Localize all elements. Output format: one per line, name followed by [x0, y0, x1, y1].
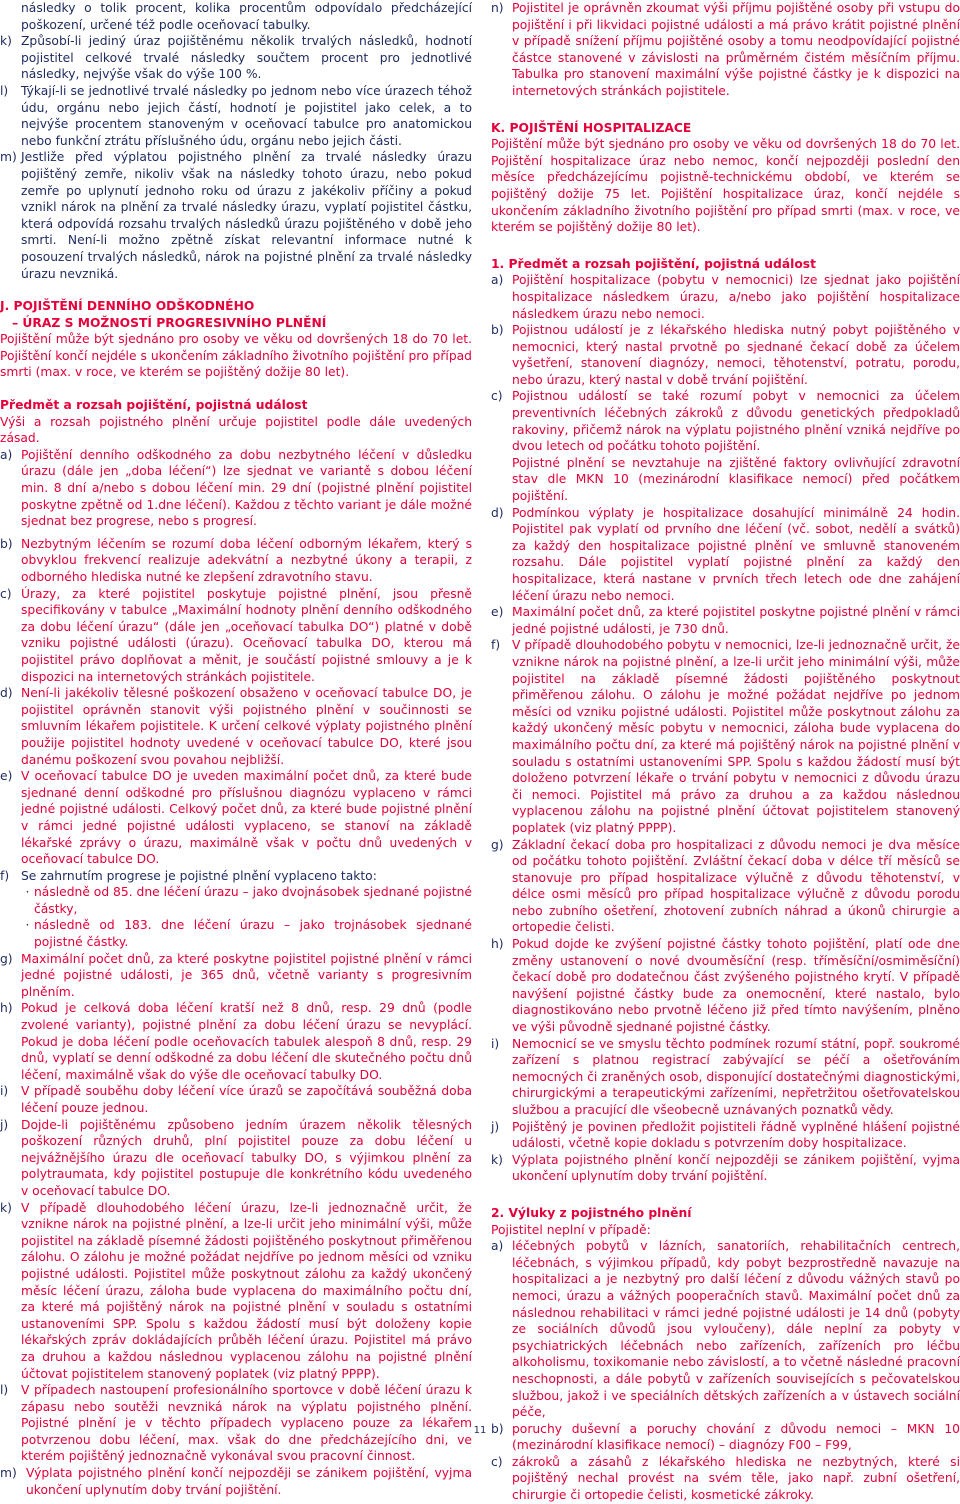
clause-c-note: Pojistné plnění se nevztahuje na zjištěné faktory ovlivňující zdravotní stav dle MKN 10 (mezinárodní klasifikace nemocí) před počátkem pojištění.: [512, 455, 960, 504]
clause-text: poruchy duševní a poruchy chování z důvodu nemoci – MKN 10 (mezinárodní klasifikace nemocí) – diagnózy F00 – F99,: [512, 1421, 960, 1453]
clause-text: Se zahrnutím progrese je pojistné plnění vyplaceno takto:: [21, 868, 377, 883]
bullet-text: následně od 85. dne léčení úrazu – jako dvojnásobek sjednané pojistné částky,: [34, 885, 472, 916]
clause-marker: h): [491, 937, 504, 952]
clause-text: Není-li jakékoliv tělesné poškození obsaženo v oceňovací tabulce DO, je pojistitel oprávněn stanovit výši pojistného plnění v součinnosti se smluvním lékařem pojistitele. K určení celkové výplaty pojistného plnění použije pojistitel hodnoty uvedené v oceňovací tabulce DO, které jsou danému poškození svou povahou nejbližší.: [21, 686, 472, 767]
clause-d: [0, 685, 472, 768]
clause-marker: k): [0, 34, 12, 49]
clause-marker: j): [0, 1117, 9, 1132]
subsection-heading: Předmět a rozsah pojištění, pojistná událost: [0, 398, 308, 413]
clause-f: [491, 637, 960, 836]
clause-text: Dojde-li pojištěnému způsobeno jedním úrazem několik tělesných poškození různých druhů, plní pojistitel pouze za dobu léčení u nejvážnějšího úrazu dle oceňovací tabulky DO, s výjimkou plnění za polytraumata, kdy pojistitel postupuje dle konkrétního kódu uvedeného v oceňovací tabulce DO.: [21, 1117, 472, 1198]
bullet-glyph: ·: [25, 918, 30, 933]
exclusions-intro: Pojistitel neplní v případě:: [491, 1222, 651, 1237]
clause-text: Výplata pojistného plnění končí nejpozději se zánikem pojištění, vyjma ukončení uplynutím doby trvání pojištění.: [512, 1152, 960, 1184]
clause-marker: g): [0, 951, 13, 966]
clause-text: Nezbytným léčením se rozumí doba léčení odborným lékařem, který s obvyklou frekvencí realizuje adekvátní a nezbytné úkony a terapii, z odborného hlediska nutné ke zlepšení zdravotního stavu.: [21, 536, 472, 584]
clause-j: [0, 1117, 472, 1200]
clause-l: [0, 83, 472, 149]
clause-marker: e): [491, 605, 504, 620]
clause-marker: e): [0, 769, 13, 784]
clause-text: Pojištění hospitalizace (pobytu v nemocnici) lze sjednat jako pojištění hospitalizace následkem úrazu, a/nebo jako pojištění hospitalizace následkem úrazu nebo nemoci.: [512, 273, 960, 321]
clause-text: Maximální počet dnů, za které pojistitel poskytne pojistné plnění v rámci jedné pojistné události, je 730 dnů.: [512, 605, 960, 636]
clause-marker: a): [0, 447, 13, 462]
clause-i: [491, 1036, 960, 1119]
section-j-subtitle: – ÚRAZ S MOŽNOSTÍ PROGRESIVNÍHO PLNĚNÍ: [12, 315, 327, 330]
clause-marker: l): [0, 1383, 9, 1398]
exclusion-a: [491, 1238, 960, 1421]
intro-continuation: následky o tolik procent, kolika procentům odpovídalo předcházející poškození, určené též podle oceňovací tabulky.: [21, 1, 472, 32]
clause-f: [0, 868, 472, 885]
clause-text: Pojistnou událostí se také rozumí pobyt v nemocnici za účelem preventivních léčebných zákroků z důvodu genetických předpokladů rakoviny, přičemž nárok na výplatu pojistného plnění vzniká nejdříve po dvou letech od počátku tohoto pojištění.: [512, 389, 960, 454]
clause-marker: c): [491, 389, 503, 404]
clause-marker: i): [0, 1084, 9, 1099]
subsection-heading-2: 2. Výluky z pojistného plnění: [491, 1205, 692, 1220]
clause-text: V případě souběhu doby léčení více úrazů se započítává souběžná doba léčení pouze jednou.: [21, 1084, 472, 1115]
clause-text: Způsobí-li jediný úraz pojištěnému několik trvalých následků, hodnotí pojistitel celkové trvalé následky součtem procent pro jednotlivé následky, nejvýše však do výše 100 %.: [21, 34, 472, 82]
clause-text: Podmínkou výplaty je hospitalizace dosahující minimálně 24 hodin. Pojistitel pak vyplatí od prvního dne léčení (vč. sobot, nedělí a svátků) za každý den hospitalizace pojistné plnění ve smluvně stanoveném rozsahu. Dále pojistitel vyplatí pojistné plnění za každý den hospitalizace, která nastane v prvních třech letech ode dne zahájení léčení úrazu nebo nemoci.: [512, 505, 960, 603]
progression-bullet: [0, 884, 472, 917]
clause-text: V případech nastoupení profesionálního sportovce v době léčení úrazu k zápasu nebo soutěži nevzniká nárok na výplatu pojistného plnění. Pojistné plnění je v těchto případech vyplaceno pouze za lékařem potvrzenou dobu léčení, max. však do dne předcházejícího dni, ve kterém pojištěný jednoznačně vykonával svou pracovní činnost.: [21, 1383, 472, 1464]
clause-marker: c): [491, 1454, 503, 1469]
page-number: 11: [473, 1425, 487, 1436]
clause-marker: k): [491, 1152, 503, 1167]
left-column: [0, 0, 472, 1498]
clause-marker: i): [491, 1036, 500, 1051]
clause-marker: m): [0, 150, 17, 165]
clause-marker: k): [0, 1200, 12, 1215]
clause-marker: c): [0, 586, 12, 601]
clause-text: léčebných pobytů v lázních, sanatoriích, rehabilitačních centrech, léčebnách, s výjimkou případů, kdy pobyt bezprostředně navazuje na hospitalizaci a je nezbytný pro další léčení z důvodu vážných stavů po nemoci, úrazu a vážných pooperačních stavů. Maximální počet dnů za následnou rehabilitaci v rámci jedné pojistné události je 14 dnů (pobyty ze sociálních důvodů jsou vyloučeny), dále neplní za pobyty v psychiatrických léčebnách nebo zařízeních, zařízeních pro léčbu alkoholismu, toxikomanie nebo závislostí, a to včetně následné pracovní neschopnosti, a dále pobytů v zařízeních souvisejících s pečovatelskou službou, jakož i ve speciálních dětských zařízeních a v ústavech sociální péče,: [512, 1239, 960, 1420]
exclusion-c: [491, 1454, 960, 1504]
section-k-intro: Pojištění může být sjednáno pro osoby ve věku od dovršených 18 do 70 let. Pojištění hospitalizace úraz nebo nemoc, končí nejpozději poslední den měsíce předcházejícímu pojistně-technickému období, ve kterém se pojištěný dožije 75 let. Pojištění hospitalizace úraz, končí nejdéle s ukončením základního životního pojištění pro případ smrti (max. v roce, ve kterém se pojištěný dožije 80 let).: [491, 137, 960, 235]
bullet-glyph: ·: [25, 885, 30, 900]
clause-marker: b): [491, 323, 504, 338]
clause-e: [491, 604, 960, 637]
clause-marker: f): [491, 638, 501, 653]
clause-n: [491, 0, 960, 100]
clause-text: Jestliže před výplatou pojistného plnění za trvalé následky úrazu pojištěný zemře, nikoliv však na následky tohoto úrazu, nebo pokud zemře po uplynutí jednoho roku od úrazu z jakékoliv příčiny a pokud vznikl nárok na plnění za trvalé následky úrazu, vyplatí pojistitel částku, která odpovídá rozsahu trvalých následků úrazu pojištěného v době jeho smrti. Není-li možno zpětně získat relevantní informace nutné k posouzení trvalých následků, nárok na pojistné plnění za trvalé následky úrazu nevzniká.: [21, 150, 472, 281]
clause-marker: n): [491, 1, 504, 15]
clause-marker: m): [0, 1466, 17, 1481]
clause-m: [0, 149, 472, 282]
clause-text: Úrazy, za které pojistitel poskytuje pojistné plnění, jsou přesně specifikovány v tabulce „Maximální hodnoty plnění denního odškodného za dobu léčení úrazu“ (dále jen „oceňovací tabulka DO“) platné v době vzniku pojistné události (úrazu). Oceňovací tabulka DO, kterou má pojistitel právo doplňovat a měnit, je součástí pojistné smlouvy a je k dispozici na internetových stránkách pojistitele.: [21, 586, 472, 684]
clause-k: [491, 1152, 960, 1185]
clause-marker: f): [0, 868, 10, 883]
progression-bullet: [0, 917, 472, 950]
clause-text: V oceňovací tabulce DO je uveden maximální počet dnů, za které bude sjednané denní odškodné pro příslušnou diagnózu vyplaceno v rámci jedné pojistné události. Celkový počet dnů, za které bude pojistné plnění v rámci jedné pojistné události vyplaceno, se stanoví na základě lékařské zprávy o úrazu, maximálně však v počtu dnů uvedených v oceňovací tabulce DO.: [21, 769, 472, 867]
clause-text: Výplata pojistného plnění končí nejpozději se zánikem pojištění, vyjma ukončení uplynutím doby trvání pojištění.: [26, 1466, 472, 1497]
clause-marker: b): [0, 536, 13, 551]
clause-m2: [0, 1465, 472, 1498]
subsection-heading-1: 1. Předmět a rozsah pojištění, pojistná událost: [491, 256, 817, 271]
clause-marker: a): [491, 1239, 504, 1254]
clause-d: [491, 505, 960, 605]
clause-marker: a): [491, 273, 504, 288]
clause-text: Pokud dojde ke zvýšení pojistné částky tohoto pojištění, platí ode dne změny ustanovení o nové dvouměsíční (resp. tříměsíční/osmiměsíční) čekací době pro dodatečnou část zvýšeného pojistného krytí. V případě navýšení pojistné částky bude za onemocnění, které nastalo, bylo diagnostikováno nebo prvotně léčeno již před tímto navýšením, plněno ve výši původně sjednané pojistné částky.: [512, 937, 960, 1035]
clause-text: V případě dlouhodobého pobytu v nemocnici, lze-li jednoznačně určit, že vznikne nárok na pojistné plnění, a lze-li určit jeho minimální výši, může pojistitel na základě písemné žádosti pojištěného poskytnout přiměřenou zálohu. O zálohu je možné požádat nejdříve po jednom měsíci od vzniku pojistné události. Pojistitel může poskytnout zálohu za každý ukončený měsíc pobytu v nemocnici, záloha bude vyplacena do maximálního počtu dní, za které má pojištěný nárok na pojistné plnění v souladu s ostatními ustanoveními SPP. Spolu s každou žádostí musí být doloženo potvrzení lékaře o trvání pobytu v nemocnici z důvodu úrazu či nemoci. Pojistitel má právo za druhou a za každou následnou vyplacenou zálohu na pojistné plnění účtovat pojistitelem stanovený poplatek (viz platný PPPP).: [512, 638, 960, 835]
clause-text: zákroků a zásahů z lékařského hlediska ne nezbytných, které si pojištěný nechal provést na svém těle, jako např. zubní ošetření, chirurgie či ortopedie čelisti, kosmetické zákroky.: [512, 1454, 960, 1503]
clause-text: Pokud je celková doba léčení kratší než 8 dnů, resp. 29 dnů (podle zvolené varianty), pojistné plnění za dobu léčení úrazu se nevyplácí. Pokud je doba léčení podle oceňovacích tabulek alespoň 8 dnů, resp. 29 dnů, vyplatí se denní odškodné za dobu léčení dle skutečného počtu dnů léčení, maximálně však do výše dle oceňovací tabulky DO.: [21, 1001, 472, 1082]
clause-i: [0, 1083, 472, 1116]
clause-k: [0, 33, 472, 83]
clause-a: [0, 447, 472, 530]
clause-text: Základní čekací doba pro hospitalizaci z důvodu nemoci je dva měsíce od počátku tohoto pojištění. Zvláštní čekací doba v délce tří měsíců se stanovuje pro případ hospitalizace výlučně z důvodu těhotenství, v délce osmi měsíců pro případ hospitalizace výlučně z důvodu porodu nebo zubního ošetření, zhotovení zubních náhrad a úkonů chirurgie a ortopedie čelisti.: [512, 837, 960, 935]
clause-text: Pojistitel je oprávněn zkoumat výši příjmu pojištěné osoby při vstupu do pojištění i při likvidaci pojistné události a má právo krátit pojistné plnění v případě snížení příjmu pojištěné osoby a tomu neodpovídající pojistné částce stanovené v závislosti na průměrném čistém měsíčním příjmu. Tabulka pro stanovení maximální výše pojistné částky je k dispozici na internetových stránkách pojistitele.: [512, 1, 960, 98]
clause-text: Nemocnicí se ve smyslu těchto podmínek rozumí státní, popř. soukromé zařízení s platnou registrací zabývající se péčí a ošetřováním nemocných či zraněných osob, disponující dostatečnými diagnostickými, chirurgickými a terapeutickými zařízeními, nepřetržitou ošetřovatelskou službou a pracující dle všeobecně uznávaných poznatků vědy.: [512, 1036, 960, 1117]
clause-a: [491, 272, 960, 322]
clause-c: [0, 586, 472, 686]
clause-marker: d): [0, 686, 13, 701]
clause-b: [0, 536, 472, 586]
clause-h: [491, 936, 960, 1036]
clause-marker: h): [0, 1001, 13, 1016]
clause-k2: [0, 1200, 472, 1383]
clause-marker: l): [0, 83, 9, 98]
clause-text: Pojistnou událostí je z lékařského hlediska nutný pobyt pojištěného v nemocnici, který nastal prvotně po sjednané čekací době za účelem vyšetření, stanovení diagnózy, nemoci, těhotenství, potratu, porodu, nebo úrazu, který nastal v době trvání pojištění.: [512, 323, 960, 387]
clause-text: V případě dlouhodobého léčení úrazu, lze-li jednoznačně určit, že vznikne nárok na pojistné plnění, a lze-li určit jeho minimální výši, může pojistitel na základě písemné žádosti pojištěného poskytnout přiměřenou zálohu. O zálohu je možné požádat nejdříve po jednom měsíci od vzniku pojistné události. Pojistitel může poskytnout zálohu za každý ukončený měsíc léčení úrazu, záloha bude vyplacena do maximálního počtu dní, za které má pojištěný nárok na pojistné plnění v souladu s ostatními ustanoveními SPP. Spolu s každou žádostí musí být doloženy kopie lékařských zpráv dokládajících průběh léčení úrazu. Pojistitel má právo za druhou a každou následnou vyplacenou zálohu na pojistné plnění účtovat pojistitelem stanovený poplatek (viz platný PPPP).: [21, 1200, 472, 1381]
clause-j: [491, 1119, 960, 1152]
clause-marker: d): [491, 505, 504, 520]
clause-b: [491, 322, 960, 388]
section-j-title: J. POJIŠTĚNÍ DENNÍHO ODŠKODNÉHO: [0, 299, 255, 314]
clause-marker: j): [491, 1119, 500, 1134]
clause-text: Pojištěný je povinen předložit pojistiteli řádně vyplněné hlášení pojistné události, včetně kopie dokladu s potvrzením doby hospitalizace.: [512, 1119, 960, 1151]
right-column: [491, 0, 960, 1504]
clause-g: [0, 951, 472, 1001]
clause-text: Týkají-li se jednotlivé trvalé následky po jednom nebo více úrazech téhož údu, orgánu nebo jejich částí, hodnotí je pojistitel jako celek, a to nejvýše procentem stanoveným v oceňovací tabulce pro anatomickou nebo funkční ztrátu příslušného údu, orgánu nebo jejich části.: [21, 83, 472, 148]
section-k-title: K. POJIŠTĚNÍ HOSPITALIZACE: [491, 120, 692, 135]
clause-e: [0, 768, 472, 868]
clause-marker: g): [491, 837, 504, 852]
clause-text: Maximální počet dnů, za které poskytne pojistitel pojistné plnění v rámci jedné pojistné události, je 365 dnů, včetně varianty s progresivním plněním.: [21, 951, 472, 999]
clause-h: [0, 1000, 472, 1083]
subsection-intro: Výši a rozsah pojistného plnění určuje pojistitel podle dále uvedených zásad.: [0, 414, 472, 446]
bullet-text: následně od 183. dne léčení úrazu – jako trojnásobek sjednané pojistné částky.: [34, 918, 472, 950]
clause-marker: b): [491, 1421, 504, 1436]
section-j-intro: Pojištění může být sjednáno pro osoby ve věku od dovršených 18 do 70 let. Pojištění končí nejdéle s ukončením základního životního pojištění pro případ smrti (max. v roce, ve kterém se pojištěný dožije 80 let).: [0, 332, 472, 380]
clause-text: Pojištění denního odškodného za dobu nezbytného léčení v důsledku úrazu (dále jen „doba léčení“) lze sjednat ve variantě s dobou léčení min. 8 dní a/nebo s dobou léčení min. 29 dní (pojistné plnění pojistitel poskytne zpětně od 1.dne léčení). Každou z těchto variant je dále možné sjednat bez progrese, nebo s progresí.: [21, 447, 472, 529]
clause-c: [491, 388, 960, 454]
clause-l2: [0, 1382, 472, 1465]
clause-g: [491, 837, 960, 937]
